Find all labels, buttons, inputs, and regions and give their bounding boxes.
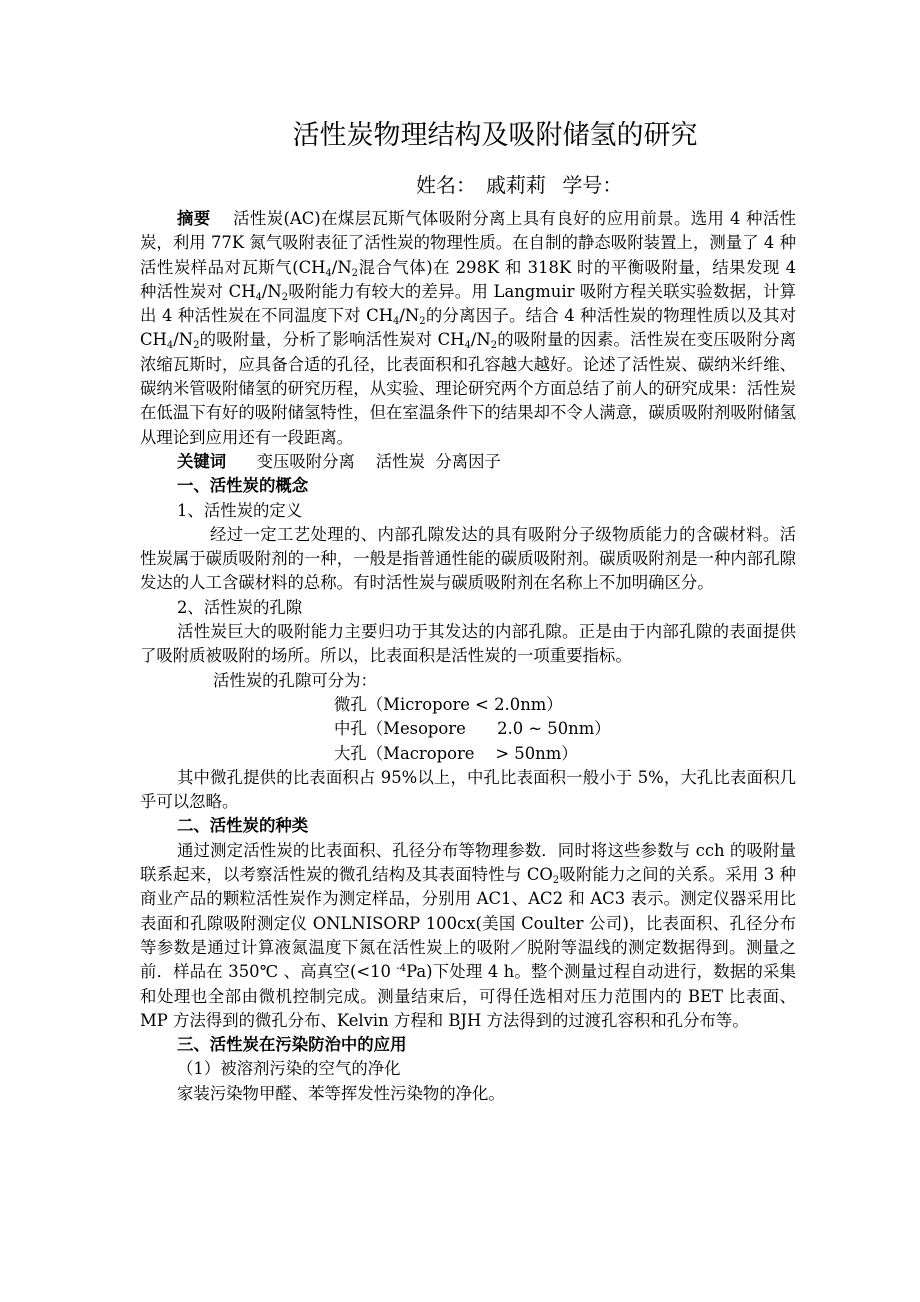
keyword-2: 活性炭 <box>375 451 425 471</box>
subscript-2: 2 <box>281 291 289 303</box>
keyword-3: 分离因子 <box>435 451 501 471</box>
section-1-1-text: 经过一定工艺处理的、内部孔隙发达的具有吸附分子级物质能力的含碳材料。活性炭属于碳质吸附剂的一种，一般是指普通性能的碳质吸附剂。碳质吸附剂是一种内部孔隙发达的人工含碳材料的总称。有时活性炭与碳质吸附剂在名称上不加明确区分。 <box>140 524 796 593</box>
section-1-2-heading: 2、活性炭的孔隙 <box>177 597 303 617</box>
section-1-1-heading: 1、活性炭的定义 <box>177 500 303 520</box>
abstract-paragraph <box>140 207 796 450</box>
abstract-text-6: 的吸附量的因素。活性炭在变压吸附分离浓缩瓦斯时，应具备合适的孔径，比表面积和孔容越大越好。论述了活性炭、碳纳米纤维、碳纳米管吸附储氢的研究历程，从实验、理论研究两个方面总结了前人的研究成果：活性炭在低温下有好的吸附储氢特性，但在室温条件下的结果却不令人满意，碳质吸附剂吸附储氢从理论到应用还有一段距离。 <box>140 330 797 447</box>
section-3-heading: 三、活性炭在污染防治中的应用 <box>177 1035 407 1055</box>
pore-conclusion: 其中微孔提供的比表面积占 95%以上，中孔比表面积一般小于 5%，大孔比表面积几乎可以忽略。 <box>140 767 796 812</box>
abstract-text-2: 混合气体)在 298K 和 318K 时的平衡吸附量，结果发现 4 种活性炭对 CH <box>140 257 796 301</box>
section-2-text-1: 通过测定活性炭的比表面积、孔径分布等物理参数．同时将这些参数与 cch 的吸附量联系起来，以考察活性炭的微孔结构及其表面特性与 CO <box>140 840 796 885</box>
document-body <box>140 207 796 1106</box>
subscript-4: 4 <box>393 316 400 328</box>
keywords-line <box>140 450 796 474</box>
subscript-4: 4 <box>464 340 471 352</box>
subscript-4: 4 <box>166 340 174 352</box>
section-2-text <box>140 839 796 1033</box>
section-1-heading: 一、活性炭的概念 <box>177 476 309 496</box>
exponent: -4 <box>396 963 407 975</box>
subscript-2: 2 <box>490 340 498 352</box>
subscript-4: 4 <box>325 267 332 279</box>
abstract-text-5: 的吸附量，分析了影响活性炭对 CH <box>199 330 465 350</box>
student-id-label: 学号： <box>562 173 623 197</box>
author-label: 姓名： <box>416 173 476 197</box>
pore-intro: 活性炭的孔隙可分为： <box>213 670 377 690</box>
section-3-1-text: 家装污染物甲醛、苯等挥发性污染物的净化。 <box>177 1083 505 1103</box>
slash-n: /N <box>399 306 420 326</box>
abstract-label: 摘要 <box>177 209 211 228</box>
subscript-4: 4 <box>255 291 262 303</box>
section-2-text-2: 吸附能力之间的关系。采用 3 种商业产品的颗粒活性炭作为测定样品，分别用 AC1、AC2 和 AC3 表示。测定仪器采用比表面和孔隙吸附测定仪 ONLNISORP 100cx(美国 Coulter 公司)，比表面积、孔径分布等参数是通过计算液氮温度下氮在活性炭上的吸附／脱附等温线的测定数据得到。测量之前．样品在 350℃ 、高真空(<10 <box>140 865 796 982</box>
slash-n: /N <box>331 257 352 277</box>
section-2-text-3: Pa)下处理 4 h。整个测量过程自动进行，数据的采集和处理也全部由微机控制完成。测量结束后，可得任选相对压力范围内的 BET 比表面、MP 方法得到的微孔分布、Kelvin 方程和 BJH 方法得到的过渡孔容积和孔分布等。 <box>140 962 796 1030</box>
keyword-1: 变压吸附分离 <box>256 451 355 471</box>
abstract-text-1: 活性炭(AC)在煤层瓦斯气体吸附分离上具有良好的应用前景。选用 4 种活性炭，利用 77K 氮气吸附表征了活性炭的物理性质。在自制的静态吸附装置上，测量了 4 种活性炭样品对瓦斯气(CH <box>140 209 797 277</box>
author-line <box>416 170 632 200</box>
subscript-2: 2 <box>351 267 359 279</box>
slash-n: /N <box>261 281 282 301</box>
author-name: 戚莉莉 <box>486 173 546 197</box>
subscript-2: 2 <box>193 340 200 352</box>
co2-subscript: 2 <box>552 875 560 887</box>
keywords-label: 关键词 <box>177 451 227 471</box>
abstract-text-4: 的分离因子。结合 4 种活性炭的物理性质以及其对 CH <box>140 306 796 350</box>
pore-meso: 中孔（Mesopore 2.0 ~ 50nm） <box>334 719 611 739</box>
section-2-heading: 二、活性炭的种类 <box>177 816 309 836</box>
pore-micro: 微孔（Micropore < 2.0nm） <box>334 694 563 714</box>
subscript-2: 2 <box>419 316 426 328</box>
slash-n: /N <box>470 330 491 350</box>
pore-macro: 大孔（Macropore > 50nm） <box>334 743 578 763</box>
abstract-text-3: 吸附能力有较大的差异。用 Langmuir 吸附方程关联实验数据，计算出 4 种活性炭在不同温度下对 CH <box>140 281 796 326</box>
document-title: 活性炭物理结构及吸附储氢的研究 <box>292 120 698 151</box>
section-3-1-heading: （1）被溶剂污染的空气的净化 <box>177 1059 401 1079</box>
section-1-2-text: 活性炭巨大的吸附能力主要归功于其发达的内部孔隙。正是由于内部孔隙的表面提供了吸附质被吸附的场所。所以，比表面积是活性炭的一项重要指标。 <box>140 622 796 666</box>
slash-n: /N <box>173 330 194 350</box>
